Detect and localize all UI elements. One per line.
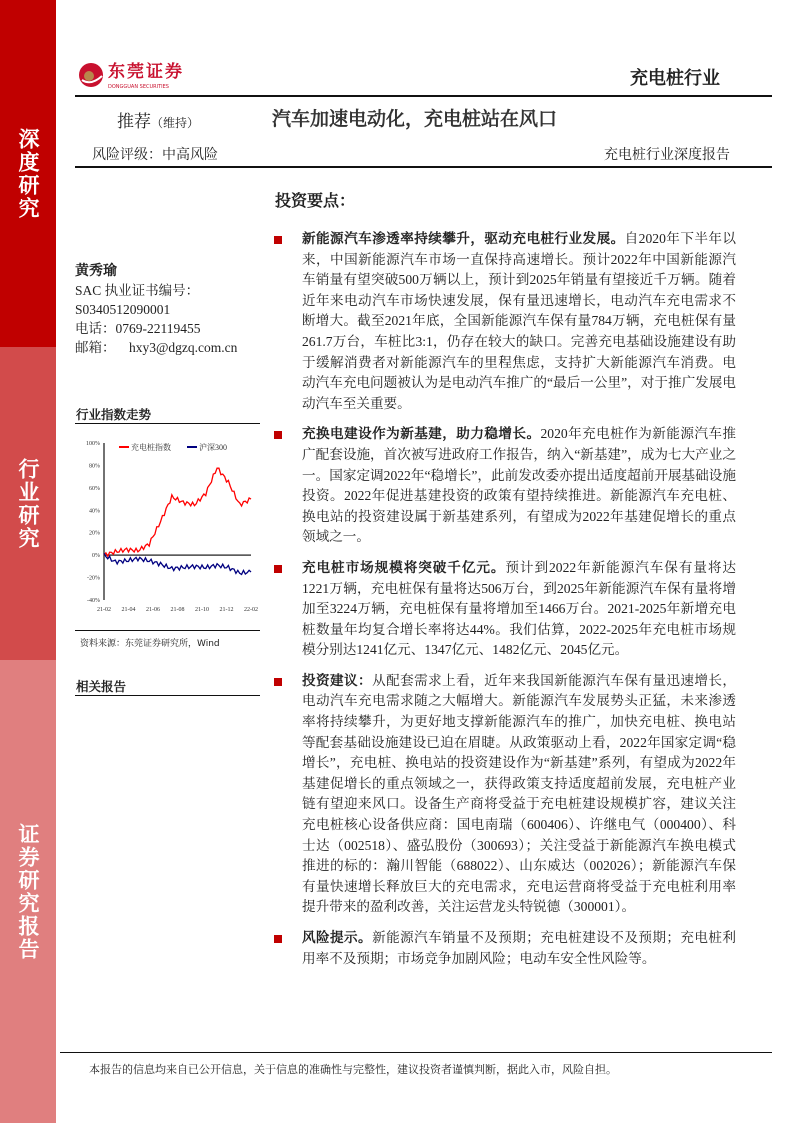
key-point-text: 新能源汽车销量不及预期；充电桩建设不及预期；充电桩利用率不及预期；市场竞争加剧风险；电动车安全性风险等。 bbox=[302, 930, 737, 966]
key-point bbox=[274, 928, 736, 969]
risk-level: 风险评级：中高风险 bbox=[92, 147, 218, 163]
key-point bbox=[274, 229, 736, 414]
side-band-report bbox=[0, 660, 56, 1123]
analyst-name: 黄秀瑜 bbox=[75, 264, 117, 279]
company-logo bbox=[78, 62, 208, 92]
analyst-cert-number: S0340512090001 bbox=[75, 302, 171, 317]
bullet-icon bbox=[274, 935, 282, 943]
key-point-body bbox=[302, 671, 736, 918]
side-band-label: 行业研究 bbox=[16, 457, 40, 550]
side-band-industry bbox=[0, 347, 56, 660]
key-point-lead: 充换电建设作为新基建，助力稳增长。 bbox=[302, 426, 541, 443]
report-type: 充电桩行业深度报告 bbox=[604, 147, 730, 163]
footer-rule bbox=[60, 1052, 772, 1053]
rating-value: 推荐 bbox=[117, 112, 151, 132]
y-tick-label: 40% bbox=[89, 508, 100, 515]
subheader-rule bbox=[75, 166, 772, 168]
series-line-0 bbox=[104, 468, 251, 556]
legend-label: 充电桩指数 bbox=[131, 443, 171, 452]
key-point bbox=[274, 558, 736, 661]
key-point-lead: 新能源汽车渗透率持续攀升，驱动充电桩行业发展。 bbox=[302, 231, 625, 247]
side-band-label: 证券研究报告 bbox=[16, 822, 40, 961]
series-line-1 bbox=[104, 553, 251, 574]
bullet-icon bbox=[274, 431, 282, 439]
y-tick-label: -20% bbox=[87, 575, 100, 582]
side-band-depth bbox=[0, 0, 56, 347]
related-reports-heading: 相关报告 bbox=[76, 679, 127, 694]
key-point-body bbox=[302, 424, 736, 548]
x-tick-label: 21-12 bbox=[219, 607, 234, 613]
x-tick-label: 21-08 bbox=[170, 607, 185, 613]
key-point-lead: 充电桩市场规模将突破千亿元。 bbox=[302, 559, 506, 576]
rating-note: （维持） bbox=[151, 116, 200, 130]
y-tick-label: -40% bbox=[87, 598, 100, 604]
bullet-icon bbox=[274, 678, 282, 686]
chart-heading: 行业指数走势 bbox=[76, 407, 152, 422]
analyst-phone: 电话：0769-22119455 bbox=[75, 321, 201, 336]
disclaimer: 本报告的信息均来自已公开信息，关于信息的准确性与完整性，建议投资者谨慎判断，据此入市，风险自担。 bbox=[89, 1063, 617, 1076]
y-tick-label: 60% bbox=[89, 485, 100, 492]
related-rule bbox=[75, 695, 260, 696]
chart-heading-rule bbox=[75, 423, 260, 424]
index-trend-chart bbox=[75, 430, 260, 625]
logo-icon bbox=[78, 62, 104, 88]
key-point-lead: 投资建议： bbox=[302, 672, 373, 689]
key-point bbox=[274, 671, 736, 918]
y-tick-label: 0% bbox=[92, 553, 100, 560]
key-point-text: 预计到2022年新能源汽车保有量将达1221万辆，充电桩保有量将达506万台，到2025年新能源汽车保有量将增加至3224万辆，充电桩保有量将增加至1466万台。2021-2025年新增充电桩数量年均复合增长率将达44%。我们估算，2022-2025年充电桩市场规模分别达1241亿元、1347亿元、1482亿元、2045亿元。 bbox=[302, 559, 736, 658]
x-tick-label: 22-02 bbox=[244, 607, 258, 613]
key-point-text: 2020年充电桩作为新能源汽车推广配套设施，首次被写进政府工作报告，纳入“新基建”，成为七大产业之一。国家定调2022年“稳增长”，此前发改委亦提出适度超前开展基础设施投资。2022年促进基建投资的政策有望持续推进。新能源汽车充电桩、换电站的投资建设属于新基建系列，有望成为2022年基建促增长的重点领域之一。 bbox=[302, 426, 737, 545]
key-point-text: 从配套需求上看，近年来我国新能源汽车保有量迅速增长，电动汽车充电需求随之大幅增大。新能源汽车发展势头正猛，未来渗透率将持续攀升，为更好地支撑新能源汽车的推广，加快充电桩、换电站等配套基础设施建设已迫在眉睫。从政策驱动上看，2022年国家定调“稳增长”，充电桩、换电站的投资建设作为“新基建”系列，有望成为2022年基建促增长的重点领域之一，获得政策支持适度超前发展，充电桩产业链有望迎来风口。设备生产商将受益于充电桩建设规模扩容，建议关注充电桩核心设备供应商：国电南瑞（600406）、许继电气（000400）、科士达（002518）、盛弘股份（300693）；关注受益于新能源汽车换电模式推进的标的：瀚川智能（688022）、山东威达（002026）；新能源汽车保有量快速增长释放巨大的充电需求，充电运营商将受益于充电桩利用率提升带来的盈利改善，关注运营龙头特锐德（300001）。 bbox=[302, 672, 737, 915]
x-tick-label: 21-02 bbox=[97, 607, 111, 613]
logo-text-en: DONGGUAN SECURITIES bbox=[108, 84, 169, 90]
chart-source-rule bbox=[75, 630, 260, 631]
key-point bbox=[274, 424, 736, 548]
analyst-cert-label: SAC 执业证书编号： bbox=[75, 283, 200, 298]
chart-source: 资料来源：东莞证券研究所，Wind bbox=[80, 639, 220, 649]
key-point-text: 自2020年下半年以来，中国新能源汽车市场一直保持高速增长。预计2022年中国新能源汽车销量有望突破500万辆以上，预计到2025年销量有望接近千万辆。随着近年来电动汽车市场快速发展，保有量迅速增长，电动汽车充电需求不断增大。截至2021年底，全国新能源汽车保有量784万辆，充电桩保有量261.7万台，车桩比3:1，仍存在较大的缺口。完善充电基础设施建设有助于缓解消费者对新能源汽车的里程焦虑，支持扩大新能源汽车消费。电动汽车充电问题被认为是电动汽车推广的“最后一公里”，对于推广发展电动汽车至关重要。 bbox=[302, 231, 737, 411]
side-band-label: 深度研究 bbox=[16, 127, 40, 220]
x-tick-label: 21-10 bbox=[195, 607, 209, 613]
key-points-list bbox=[274, 229, 736, 969]
bullet-icon bbox=[274, 565, 282, 573]
section-heading: 投资要点： bbox=[275, 191, 356, 210]
y-tick-label: 20% bbox=[89, 530, 100, 537]
analyst-info bbox=[75, 262, 237, 357]
key-point-body bbox=[302, 229, 736, 414]
y-tick-label: 100% bbox=[86, 441, 100, 447]
rating bbox=[117, 107, 199, 132]
bullet-icon bbox=[274, 236, 282, 244]
analyst-email[interactable]: 邮箱： hxy3@dgzq.com.cn bbox=[75, 340, 238, 355]
x-tick-label: 21-06 bbox=[146, 607, 160, 613]
logo-text-cn: 东莞证券 bbox=[108, 62, 184, 81]
y-tick-label: 80% bbox=[89, 463, 100, 470]
key-point-lead: 风险提示。 bbox=[302, 930, 373, 946]
page-title: 汽车加速电动化，充电桩站在风口 bbox=[272, 108, 558, 130]
industry-label: 充电桩行业 bbox=[630, 68, 720, 89]
header-rule bbox=[75, 95, 772, 97]
legend-label: 沪深300 bbox=[199, 443, 227, 452]
key-point-body bbox=[302, 928, 736, 969]
key-point-body bbox=[302, 558, 736, 661]
x-tick-label: 21-04 bbox=[121, 607, 136, 613]
